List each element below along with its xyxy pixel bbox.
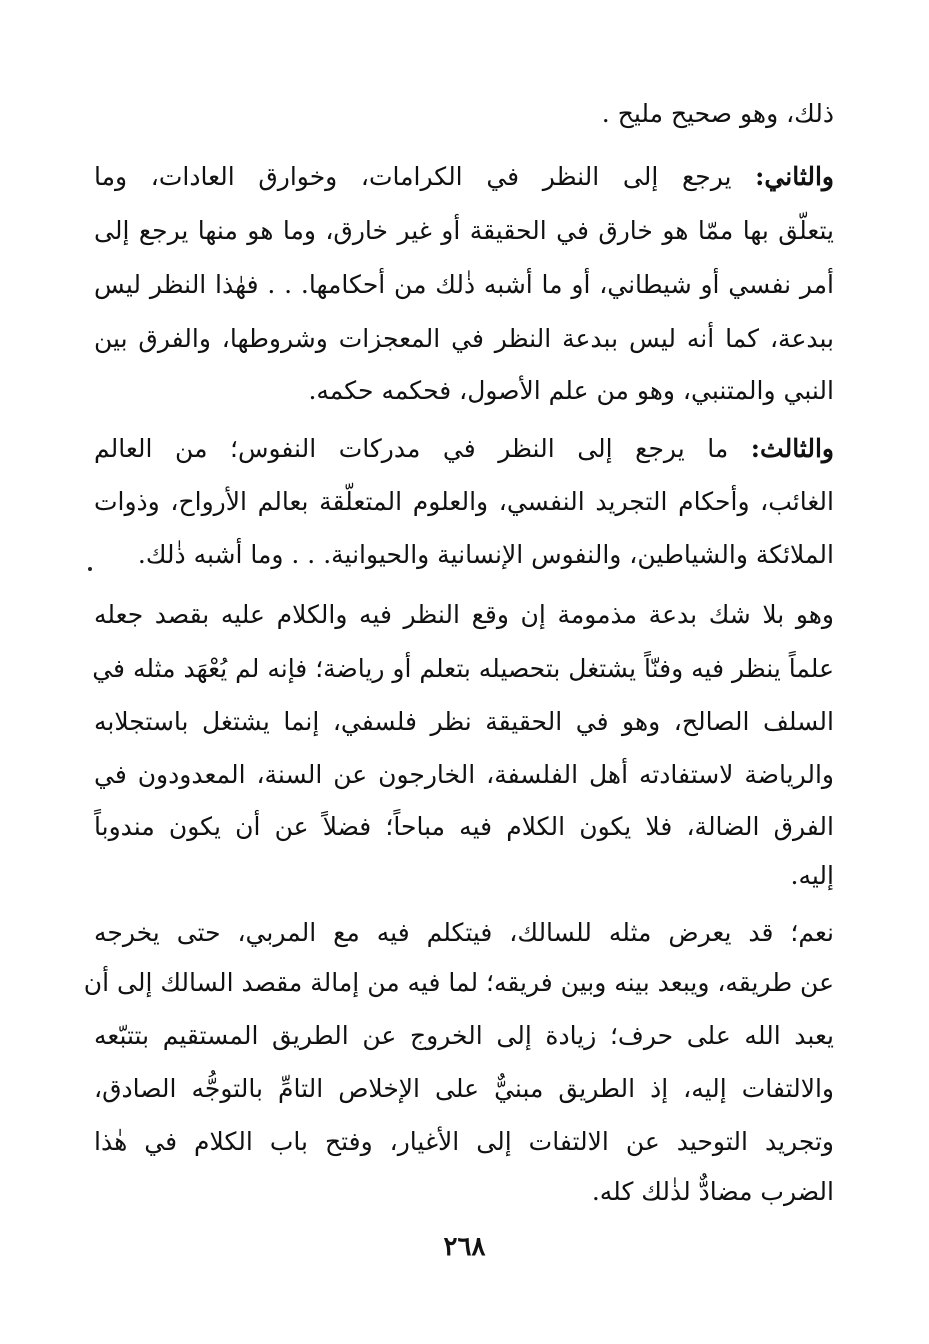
page-number: ٢٦٨ [443, 1232, 486, 1262]
text-line [94, 321, 834, 357]
text-line [94, 809, 834, 845]
text-line [94, 757, 834, 793]
section-lead: والثالث: [750, 434, 834, 463]
line-text: النبي والمتنبي، وهو من علم الأصول، فحكمه حكمه. [308, 376, 834, 405]
line-text: الملائكة والشياطين، والنفوس الإنسانية والحيوانية. . . وما أشبه ذٰلك. [137, 540, 834, 569]
line-text: الضرب مضادٌّ لذٰلك كله. [591, 1177, 834, 1206]
text-line [94, 484, 834, 520]
text-line [94, 915, 834, 951]
line-text: وتجريد التوحيد عن الالتفات إلى الأغيار، وفتح باب الكلام في هٰذا [94, 1127, 834, 1156]
text-line [94, 213, 834, 249]
line-text: وهو بلا شك بدعة مذمومة إن وقع النظر فيه والكلام عليه بقصد جعله [94, 600, 834, 629]
text-line [94, 373, 834, 409]
line-text: إليه. [790, 861, 834, 890]
text-line [94, 431, 834, 467]
line-text: يرجع إلى النظر في الكرامات، وخوارق العادات، وما [94, 162, 756, 191]
text-line [83, 965, 834, 1001]
section-lead: والثاني: [755, 162, 834, 191]
text-line [94, 597, 834, 633]
text-line [94, 159, 834, 195]
line-text: ما يرجع إلى النظر في مدركات النفوس؛ من العالم [94, 434, 751, 463]
scan-speck [88, 567, 92, 571]
text-line [94, 1124, 834, 1160]
text-line [94, 1071, 834, 1107]
line-text: علماً ينظر فيه وفنّاً يشتغل بتحصيله بتعلم أو رياضة؛ فإنه لم يُعْهَد مثله في [92, 654, 834, 683]
text-line [94, 96, 834, 132]
line-text: أمر نفسي أو شيطاني، أو ما أشبه ذٰلك من أحكامها. . . فهٰذا النظر ليس [94, 270, 834, 299]
line-text: الغائب، وأحكام التجريد النفسي، والعلوم المتعلّقة بعالم الأرواح، وذوات [94, 487, 834, 516]
line-text: يعبد الله على حرف؛ زيادة إلى الخروج عن الطريق المستقيم بتتبّعه [94, 1021, 834, 1050]
line-text: يتعلّق بها ممّا هو خارق في الحقيقة أو غير خارق، وما هو منها يرجع إلى [94, 216, 834, 245]
line-text: والرياضة لاستفادته أهل الفلسفة، الخارجون عن السنة، المعدودون في [94, 760, 834, 789]
text-line [94, 1174, 834, 1210]
text-line [94, 858, 834, 894]
line-text: ببدعة، كما أنه ليس ببدعة النظر في المعجزات وشروطها، والفرق بين [94, 324, 834, 353]
line-text: الفرق الضالة، فلا يكون الكلام فيه مباحاً؛ فضلاً عن أن يكون مندوباً [94, 812, 834, 841]
line-text: ذلك، وهو صحيح مليح . [601, 99, 834, 128]
line-text: السلف الصالح، وهو في الحقيقة نظر فلسفي، إنما يشتغل باستجلابه [94, 707, 834, 736]
text-line [94, 1018, 834, 1054]
text-line [94, 704, 834, 740]
text-line [94, 537, 834, 573]
text-line [94, 651, 834, 687]
line-text: عن طريقه، ويبعد بينه وبين فريقه؛ لما فيه من إمالة مقصد السالك إلى أن [83, 968, 834, 997]
line-text: نعم؛ قد يعرض مثله للسالك، فيتكلم فيه مع المربي، حتى يخرجه [94, 918, 834, 947]
line-text: والالتفات إليه، إذ الطريق مبنيٌّ على الإخلاص التامِّ بالتوجُّه الصادق، [94, 1074, 834, 1103]
text-line [94, 267, 834, 303]
